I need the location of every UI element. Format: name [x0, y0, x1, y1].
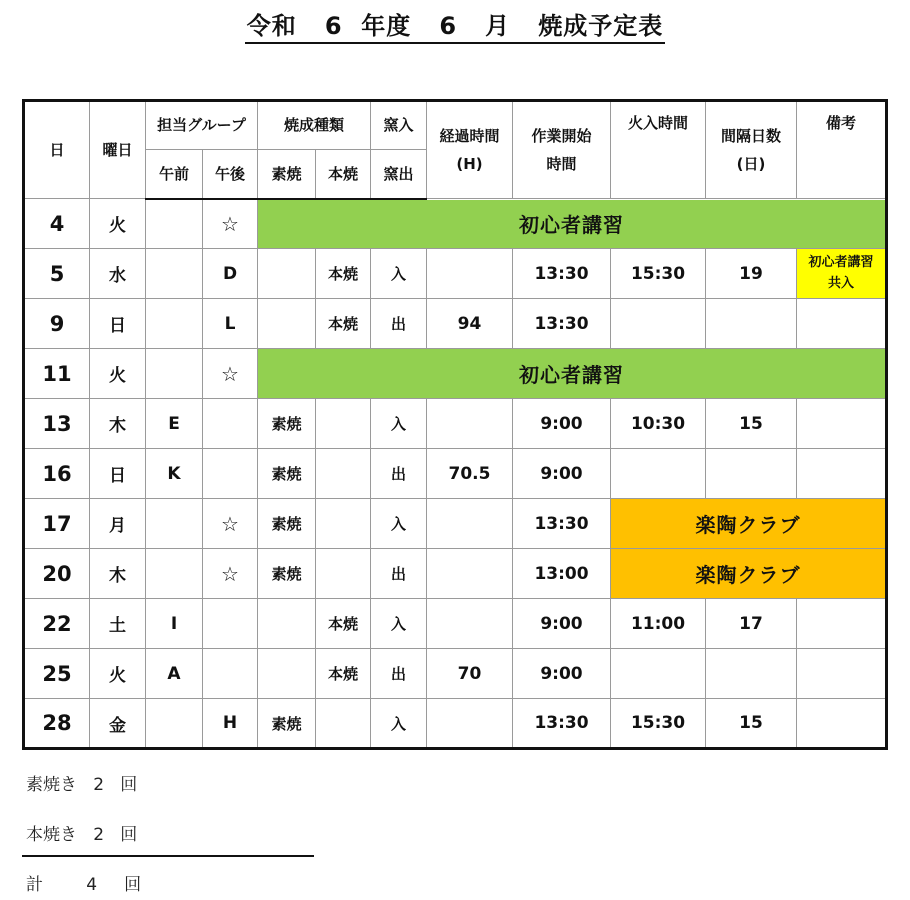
cell-elapsed — [427, 399, 513, 449]
cell-glaze: 本焼 — [316, 299, 371, 349]
header-day: 日 — [24, 101, 90, 199]
cell-elapsed: 70.5 — [427, 449, 513, 499]
page-title — [0, 6, 910, 44]
cell-biscuit: 素焼 — [258, 549, 316, 599]
cell-weekday: 火 — [90, 649, 146, 699]
cell-am — [146, 699, 203, 749]
cell-glaze — [316, 699, 371, 749]
cell-biscuit: 素焼 — [258, 399, 316, 449]
summary-glaze-label: 本焼き — [26, 825, 77, 845]
summary-divider — [22, 855, 314, 857]
cell-day: 4 — [24, 199, 90, 249]
cell-day: 11 — [24, 349, 90, 399]
header-am: 午前 — [146, 150, 203, 199]
header-elapsed-label: 経過時間 — [439, 126, 500, 145]
summary-total-count: 4 — [86, 875, 98, 895]
cell-pm — [203, 399, 258, 449]
cell-day: 13 — [24, 399, 90, 449]
header-work-start-label: 作業開始 — [531, 126, 592, 145]
cell-start: 13:30 — [513, 699, 611, 749]
cell-start: 9:00 — [513, 649, 611, 699]
cell-am — [146, 499, 203, 549]
header-group: 担当グループ — [146, 101, 258, 150]
summary-glaze-count: 2 — [93, 825, 105, 845]
cell-kiln: 入 — [371, 599, 427, 649]
cell-day: 5 — [24, 249, 90, 299]
cell-kiln: 出 — [371, 299, 427, 349]
summary-total-unit: 回 — [124, 875, 142, 895]
cell-day: 28 — [24, 699, 90, 749]
cell-interval — [706, 299, 797, 349]
summary-glaze — [26, 820, 137, 845]
title-month: 6 — [439, 12, 458, 40]
summary-biscuit-unit: 回 — [120, 775, 138, 795]
cell-weekday: 金 — [90, 699, 146, 749]
cell-note — [797, 299, 887, 349]
beginner-class-banner: 初心者講習 — [258, 199, 887, 249]
cell-elapsed — [427, 599, 513, 649]
cell-pm: ☆ — [203, 199, 258, 249]
cell-elapsed — [427, 549, 513, 599]
cell-kiln: 入 — [371, 399, 427, 449]
table-row — [24, 449, 887, 499]
summary-glaze-unit: 回 — [120, 825, 138, 845]
header-elapsed-unit: (H) — [456, 155, 483, 173]
cell-glaze: 本焼 — [316, 249, 371, 299]
cell-elapsed: 70 — [427, 649, 513, 699]
header-fire-time: 火入時間 — [611, 101, 706, 199]
cell-kiln: 出 — [371, 449, 427, 499]
summary-biscuit-label: 素焼き — [26, 775, 77, 795]
cell-glaze — [316, 549, 371, 599]
cell-fire — [611, 299, 706, 349]
cell-am: I — [146, 599, 203, 649]
cell-start: 9:00 — [513, 599, 611, 649]
cell-glaze — [316, 499, 371, 549]
cell-pm: ☆ — [203, 549, 258, 599]
cell-elapsed: 94 — [427, 299, 513, 349]
table-body — [24, 199, 887, 749]
cell-interval — [706, 649, 797, 699]
cell-note — [797, 399, 887, 449]
cell-weekday: 月 — [90, 499, 146, 549]
cell-interval — [706, 449, 797, 499]
header-work-start-label2: 時間 — [546, 155, 577, 173]
cell-glaze — [316, 399, 371, 449]
cell-elapsed — [427, 699, 513, 749]
cell-biscuit — [258, 599, 316, 649]
cell-am — [146, 299, 203, 349]
cell-pm — [203, 449, 258, 499]
cell-kiln: 入 — [371, 699, 427, 749]
cell-biscuit — [258, 299, 316, 349]
cell-pm: ☆ — [203, 499, 258, 549]
cell-fire: 15:30 — [611, 699, 706, 749]
cell-fire: 15:30 — [611, 249, 706, 299]
header-elapsed — [427, 101, 513, 199]
header-interval-unit: (日) — [736, 155, 766, 173]
table-row — [24, 649, 887, 699]
cell-am — [146, 549, 203, 599]
table-row — [24, 499, 887, 549]
header-glaze: 本焼 — [316, 150, 371, 199]
cell-start: 9:00 — [513, 449, 611, 499]
summary-total-label: 計 — [26, 875, 43, 895]
header-interval — [706, 101, 797, 199]
cell-pm — [203, 599, 258, 649]
cell-note — [797, 599, 887, 649]
cell-kiln: 入 — [371, 499, 427, 549]
firing-schedule-table — [22, 99, 888, 750]
cell-day: 25 — [24, 649, 90, 699]
cell-weekday: 火 — [90, 199, 146, 249]
club-banner: 楽陶クラブ — [611, 499, 887, 549]
cell-am: K — [146, 449, 203, 499]
cell-day: 17 — [24, 499, 90, 549]
cell-am — [146, 249, 203, 299]
cell-note — [797, 699, 887, 749]
header-pm: 午後 — [203, 150, 258, 199]
cell-weekday: 木 — [90, 399, 146, 449]
cell-pm: L — [203, 299, 258, 349]
cell-glaze: 本焼 — [316, 599, 371, 649]
cell-biscuit — [258, 249, 316, 299]
summary-biscuit-count: 2 — [93, 775, 105, 795]
header-kiln-out: 窯出 — [371, 150, 427, 199]
cell-note — [797, 649, 887, 699]
title-era: 令和 — [246, 12, 297, 40]
header-work-start — [513, 101, 611, 199]
note-line-1: 初心者講習 — [808, 255, 874, 271]
cell-day: 16 — [24, 449, 90, 499]
cell-elapsed — [427, 249, 513, 299]
cell-interval: 15 — [706, 399, 797, 449]
cell-glaze: 本焼 — [316, 649, 371, 699]
summary-biscuit — [26, 770, 137, 795]
header-notes: 備考 — [797, 101, 887, 199]
cell-start: 13:30 — [513, 499, 611, 549]
title-year: 6 — [324, 12, 343, 40]
cell-weekday: 日 — [90, 299, 146, 349]
cell-fire: 11:00 — [611, 599, 706, 649]
cell-interval: 19 — [706, 249, 797, 299]
cell-kiln: 入 — [371, 249, 427, 299]
cell-weekday: 火 — [90, 349, 146, 399]
cell-day: 22 — [24, 599, 90, 649]
cell-weekday: 木 — [90, 549, 146, 599]
cell-glaze — [316, 449, 371, 499]
cell-start: 13:30 — [513, 249, 611, 299]
title-year-suffix: 年度 — [361, 12, 412, 40]
cell-biscuit — [258, 649, 316, 699]
cell-pm: ☆ — [203, 349, 258, 399]
cell-weekday: 水 — [90, 249, 146, 299]
cell-day: 20 — [24, 549, 90, 599]
header-weekday: 曜日 — [90, 101, 146, 199]
header-biscuit: 素焼 — [258, 150, 316, 199]
title-month-suffix: 月 — [485, 12, 511, 40]
table-header — [24, 101, 887, 199]
cell-pm — [203, 649, 258, 699]
note-line-2: 共入 — [827, 275, 854, 291]
cell-kiln: 出 — [371, 549, 427, 599]
table-row — [24, 599, 887, 649]
table-row — [24, 299, 887, 349]
cell-elapsed — [427, 499, 513, 549]
cell-am: A — [146, 649, 203, 699]
header-fire-type: 焼成種類 — [258, 101, 371, 150]
cell-start: 13:00 — [513, 549, 611, 599]
title-doc-name: 焼成予定表 — [538, 12, 664, 40]
cell-note — [797, 449, 887, 499]
club-banner: 楽陶クラブ — [611, 549, 887, 599]
cell-biscuit: 素焼 — [258, 699, 316, 749]
cell-weekday: 土 — [90, 599, 146, 649]
summary-total — [26, 870, 141, 895]
cell-am: E — [146, 399, 203, 449]
table-row — [24, 399, 887, 449]
cell-weekday: 日 — [90, 449, 146, 499]
cell-day: 9 — [24, 299, 90, 349]
cell-start: 9:00 — [513, 399, 611, 449]
beginner-class-banner: 初心者講習 — [258, 349, 887, 399]
table-row — [24, 349, 887, 399]
table-row — [24, 699, 887, 749]
cell-fire — [611, 649, 706, 699]
table-row — [24, 199, 887, 249]
cell-pm: H — [203, 699, 258, 749]
table-row — [24, 249, 887, 299]
header-kiln-in: 窯入 — [371, 101, 427, 150]
cell-interval: 17 — [706, 599, 797, 649]
cell-biscuit: 素焼 — [258, 449, 316, 499]
header-interval-label: 間隔日数 — [720, 126, 781, 145]
cell-am — [146, 199, 203, 249]
cell-fire: 10:30 — [611, 399, 706, 449]
cell-fire — [611, 449, 706, 499]
cell-biscuit: 素焼 — [258, 499, 316, 549]
cell-interval: 15 — [706, 699, 797, 749]
table-row — [24, 549, 887, 599]
cell-kiln: 出 — [371, 649, 427, 699]
cell-note — [797, 249, 887, 299]
cell-am — [146, 349, 203, 399]
cell-start: 13:30 — [513, 299, 611, 349]
cell-pm: D — [203, 249, 258, 299]
